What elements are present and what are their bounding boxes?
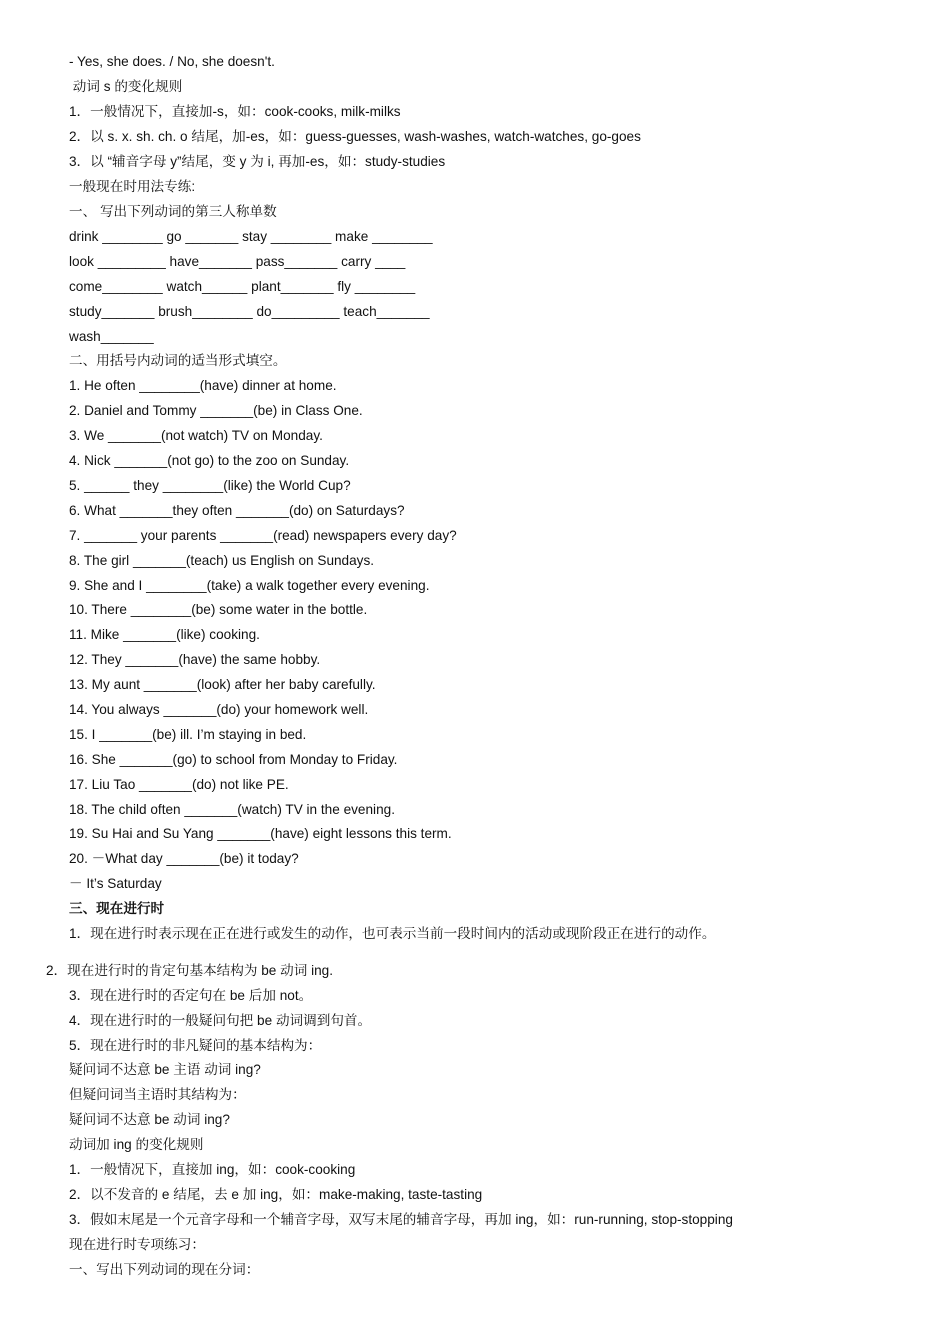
rule-item: 2．以不发音的 e 结尾，去 e 加 ing，如：make-making, taste-tasting <box>69 1187 483 1202</box>
exercise-item: 16. She _______(go) to school from Monday to Friday. <box>69 752 398 767</box>
exercise-item: 1. He often ________(have) dinner at home. <box>69 378 337 393</box>
rule-heading: 动词加 ing 的变化规则 <box>69 1137 204 1152</box>
grammar-note: 但疑问词当主语时其结构为： <box>69 1087 246 1102</box>
exercise-line: look _________ have_______ pass_______ carry ____ <box>69 254 406 269</box>
exercise-item: 7. _______ your parents _______(read) newspapers every day? <box>69 528 457 543</box>
exercise-instruction: 一、 写出下列动词的第三人称单数 <box>69 204 277 219</box>
exercise-item: 20. －What day _______(be) it today? <box>69 851 299 866</box>
rule-item: 2．以 s. x. sh. ch. o 结尾，加-es，如：guess-guesses, wash-washes, watch-watches, go-goes <box>69 129 641 144</box>
exercise-line: study_______ brush________ do_________ teach_______ <box>69 304 430 319</box>
exercise-line: come________ watch______ plant_______ fly ________ <box>69 279 416 294</box>
exercise-item: 3. We _______(not watch) TV on Monday. <box>69 428 323 443</box>
grammar-note: 4．现在进行时的一般疑问句把 be 动词调到句首。 <box>69 1013 372 1028</box>
exercise-instruction: 一、写出下列动词的现在分词： <box>69 1262 260 1277</box>
grammar-note: 疑问词不达意 be 主语 动词 ing? <box>69 1062 261 1077</box>
exercise-item: 8. The girl _______(teach) us English on Sundays. <box>69 553 375 568</box>
rule-item: 1．一般情况下，直接加-s，如：cook-cooks, milk-milks <box>69 104 401 119</box>
exercise-item: 13. My aunt _______(look) after her baby carefully. <box>69 677 376 692</box>
rule-item: 3．以 “辅音字母 y”结尾，变 y 为 i, 再加-es，如：study-studies <box>69 154 446 169</box>
exercise-instruction: 二、用括号内动词的适当形式填空。 <box>69 353 287 368</box>
grammar-note: 5．现在进行时的非凡疑问的基本结构为： <box>69 1038 322 1053</box>
exercise-item: － It’s Saturday <box>69 876 162 891</box>
exercise-item: 12. They _______(have) the same hobby. <box>69 652 321 667</box>
exercise-line: drink ________ go _______ stay ________ make ________ <box>69 229 433 244</box>
rule-item: 3．假如末尾是一个元音字母和一个辅音字母，双写末尾的辅音字母，再加 ing，如：run-running, stop-stopping <box>69 1212 733 1227</box>
exercise-item: 18. The child often _______(watch) TV in the evening. <box>69 802 395 817</box>
exercise-item: 9. She and I ________(take) a walk together every evening. <box>69 578 430 593</box>
exercise-item: 15. I _______(be) ill. I’m staying in bed. <box>69 727 307 742</box>
grammar-note: 2．现在进行时的肯定句基本结构为 be 动词 ing. <box>46 963 334 978</box>
exercise-item: 6. What _______they often _______(do) on Saturdays? <box>69 503 405 518</box>
exercise-item: 14. You always _______(do) your homework well. <box>69 702 369 717</box>
answer-line: - Yes, she does. / No, she doesn't. <box>69 54 275 69</box>
grammar-note: 疑问词不达意 be 动词 ing? <box>69 1112 230 1127</box>
rule-heading: 动词 s 的变化规则 <box>69 79 183 94</box>
exercise-item: 17. Liu Tao _______(do) not like PE. <box>69 777 289 792</box>
grammar-note: 1．现在进行时表示现在正在进行或发生的动作，也可表示当前一段时间内的活动或现阶段正在进行的动作。 <box>69 926 716 941</box>
exercise-heading: 一般现在时用法专练: <box>69 179 196 194</box>
section-heading: 三、现在进行时 <box>69 901 165 916</box>
exercise-item: 4. Nick _______(not go) to the zoo on Sunday. <box>69 453 350 468</box>
rule-item: 1．一般情况下，直接加 ing，如：cook-cooking <box>69 1162 356 1177</box>
exercise-item: 5. ______ they ________(like) the World Cup? <box>69 478 351 493</box>
exercise-item: 19. Su Hai and Su Yang _______(have) eight lessons this term. <box>69 826 452 841</box>
exercise-heading: 现在进行时专项练习： <box>69 1237 205 1252</box>
exercise-item: 10. There ________(be) some water in the bottle. <box>69 602 368 617</box>
exercise-line: wash_______ <box>69 329 154 344</box>
exercise-item: 2. Daniel and Tommy _______(be) in Class One. <box>69 403 363 418</box>
exercise-item: 11. Mike _______(like) cooking. <box>69 627 260 642</box>
grammar-note: 3．现在进行时的否定句在 be 后加 not。 <box>69 988 313 1003</box>
